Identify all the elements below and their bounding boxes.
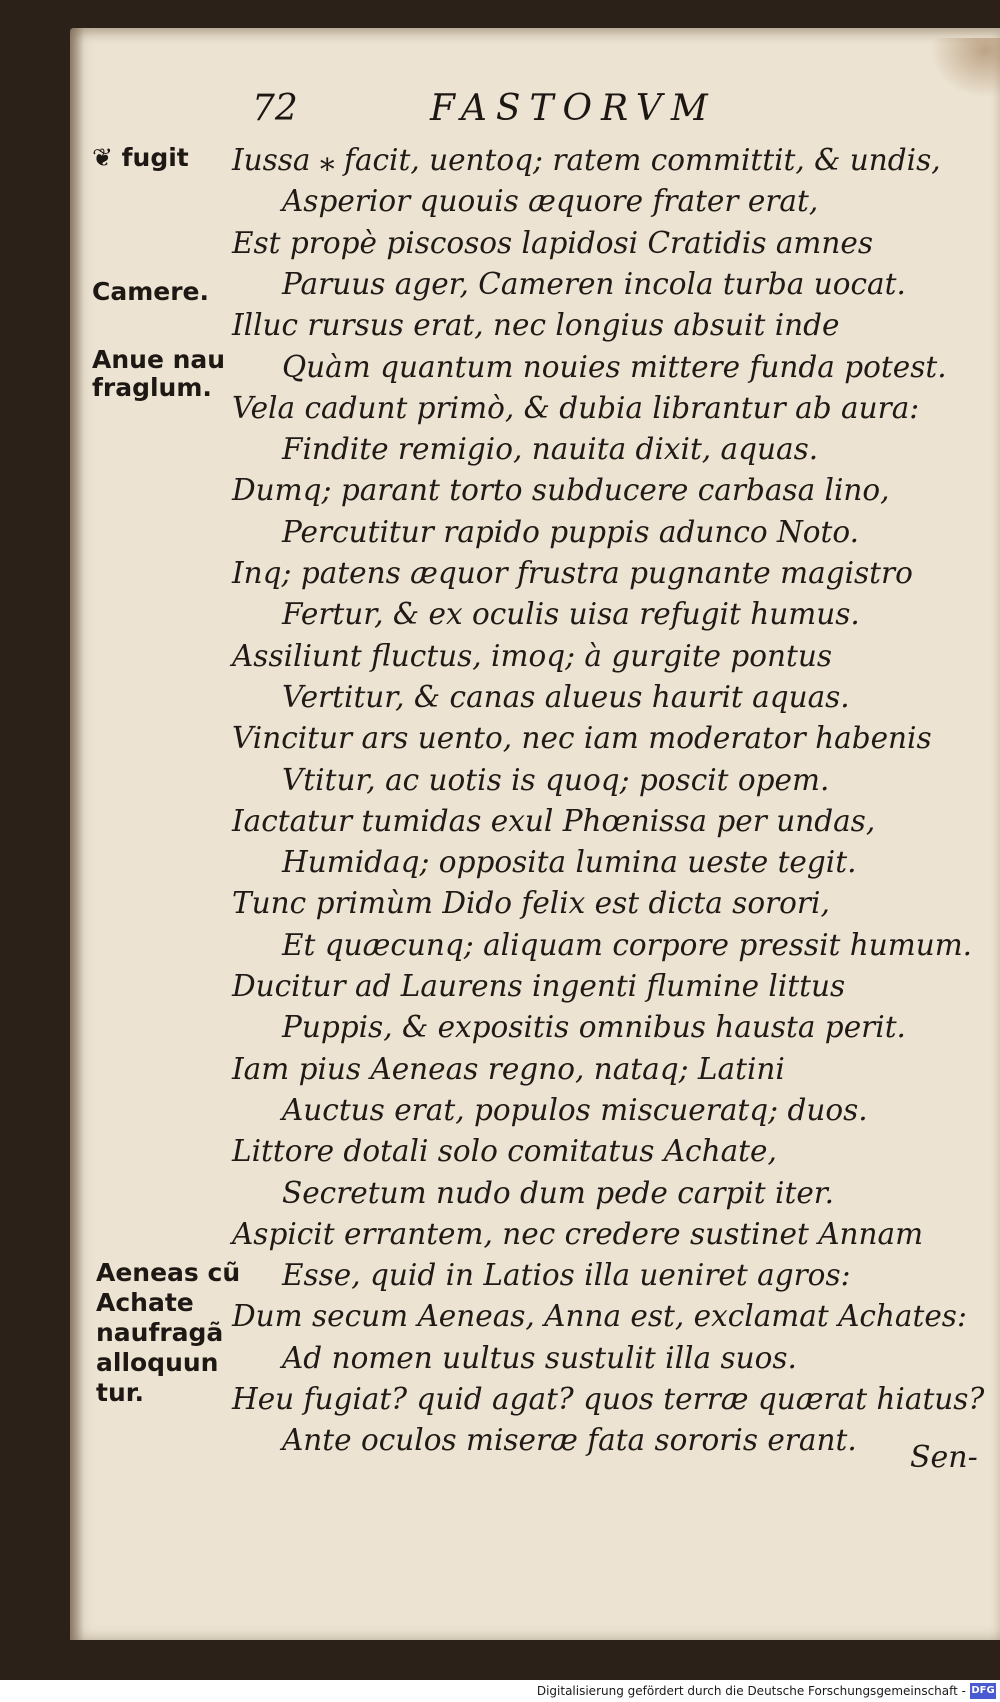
- margin-note-line: Camere.: [92, 277, 210, 306]
- margin-note-line: Anue nau: [92, 345, 226, 374]
- margin-note-line: tur.: [96, 1378, 145, 1407]
- verse-line: Est propè piscosos lapidosi Cratidis amnes: [232, 225, 874, 260]
- verse-line: Iussa ⁎ facit, uentoq; ratem committit, & undis,: [232, 143, 941, 177]
- verse-line: Dum secum Aeneas, Anna est, exclamat Achates:: [232, 1299, 967, 1334]
- verse-line: Vela cadunt primò, & dubia librantur ab aura:: [232, 390, 920, 425]
- verse-line: Inq; patens æquor frustra pugnante magistro: [232, 556, 913, 590]
- page-number: 72: [252, 88, 298, 129]
- margin-note-line: alloquun: [96, 1348, 219, 1377]
- verse-line: Ducitur ad Laurens ingenti flumine littus: [232, 969, 846, 1003]
- verse-line: Aspicit errantem, nec credere sustinet Annam: [232, 1216, 924, 1251]
- verse-line: Vtitur, ac uotis is quoq; poscit opem.: [282, 762, 830, 797]
- verse-line: Paruus ager, Cameren incola turba uocat.: [282, 266, 906, 301]
- margin-note-line: ❦ fugit: [92, 143, 189, 172]
- verse-line: Puppis, & expositis omnibus hausta perit.: [282, 1010, 906, 1045]
- verse-line: Auctus erat, populos miscueratq; duos.: [282, 1092, 868, 1127]
- verse-line: Secretum nudo dum pede carpit iter.: [282, 1175, 835, 1210]
- verse-line: Findite remigio, nauita dixit, aquas.: [282, 432, 819, 467]
- verse-line: Asperior quouis æquore frater erat,: [282, 184, 819, 219]
- verse-line: Ad nomen uultus sustulit illa suos.: [282, 1340, 797, 1375]
- dfg-logo: DFG: [970, 1683, 996, 1699]
- margin-note-line: fraglum.: [92, 373, 212, 402]
- margin-note: [92, 278, 209, 306]
- verse-line: Humidaq; opposita lumina ueste tegit.: [282, 845, 857, 880]
- paper-stain: [930, 38, 1000, 98]
- verse-line: Iactatur tumidas exul Phœnissa per undas,: [232, 803, 876, 838]
- verse-line: Assiliunt fluctus, imoq; à gurgite pontus: [232, 638, 833, 673]
- running-title: FASTORVM: [430, 88, 717, 129]
- verse-line: Ante oculos miseræ fata sororis erant.: [282, 1423, 857, 1458]
- footer-bar: [0, 1680, 1000, 1702]
- margin-note-line: naufragã: [96, 1318, 224, 1347]
- catchword: Sen-: [910, 1440, 978, 1475]
- verse-line: Tunc primùm Dido felix est dicta sorori,: [232, 886, 830, 921]
- margin-note: [96, 1258, 240, 1408]
- verse-line: Quàm quantum nouies mittere funda potest.: [282, 349, 947, 384]
- margin-note-line: Aeneas cũ: [96, 1258, 241, 1287]
- verse-line: Vincitur ars uento, nec iam moderator habenis: [232, 721, 932, 756]
- margin-note: [92, 346, 225, 402]
- verse-line: Littore dotali solo comitatus Achate,: [232, 1134, 777, 1169]
- margin-note-line: Achate: [96, 1288, 194, 1317]
- verse-line: Percutitur rapido puppis adunco Noto.: [282, 514, 860, 549]
- verse-line: Iam pius Aeneas regno, nataq; Latini: [232, 1051, 785, 1086]
- footer-credit: Digitalisierung gefördert durch die Deutsche Forschungsgemeinschaft -: [536, 1684, 966, 1698]
- verse-line: Illuc rursus erat, nec longius absuit inde: [232, 308, 840, 343]
- verse-line: Esse, quid in Latios illa ueniret agros:: [282, 1258, 851, 1293]
- verse-line: Vertitur, & canas alueus haurit aquas.: [282, 679, 850, 714]
- verse-line: Fertur, & ex oculis uisa refugit humus.: [282, 597, 860, 632]
- margin-note: [92, 144, 189, 172]
- verse-line: Et quæcunq; aliquam corpore pressit humum.: [282, 927, 973, 962]
- verse-line: Heu fugiat? quid agat? quos terræ quærat hiatus?: [232, 1382, 985, 1416]
- verse-line: Dumq; parant torto subducere carbasa lino,: [232, 473, 890, 508]
